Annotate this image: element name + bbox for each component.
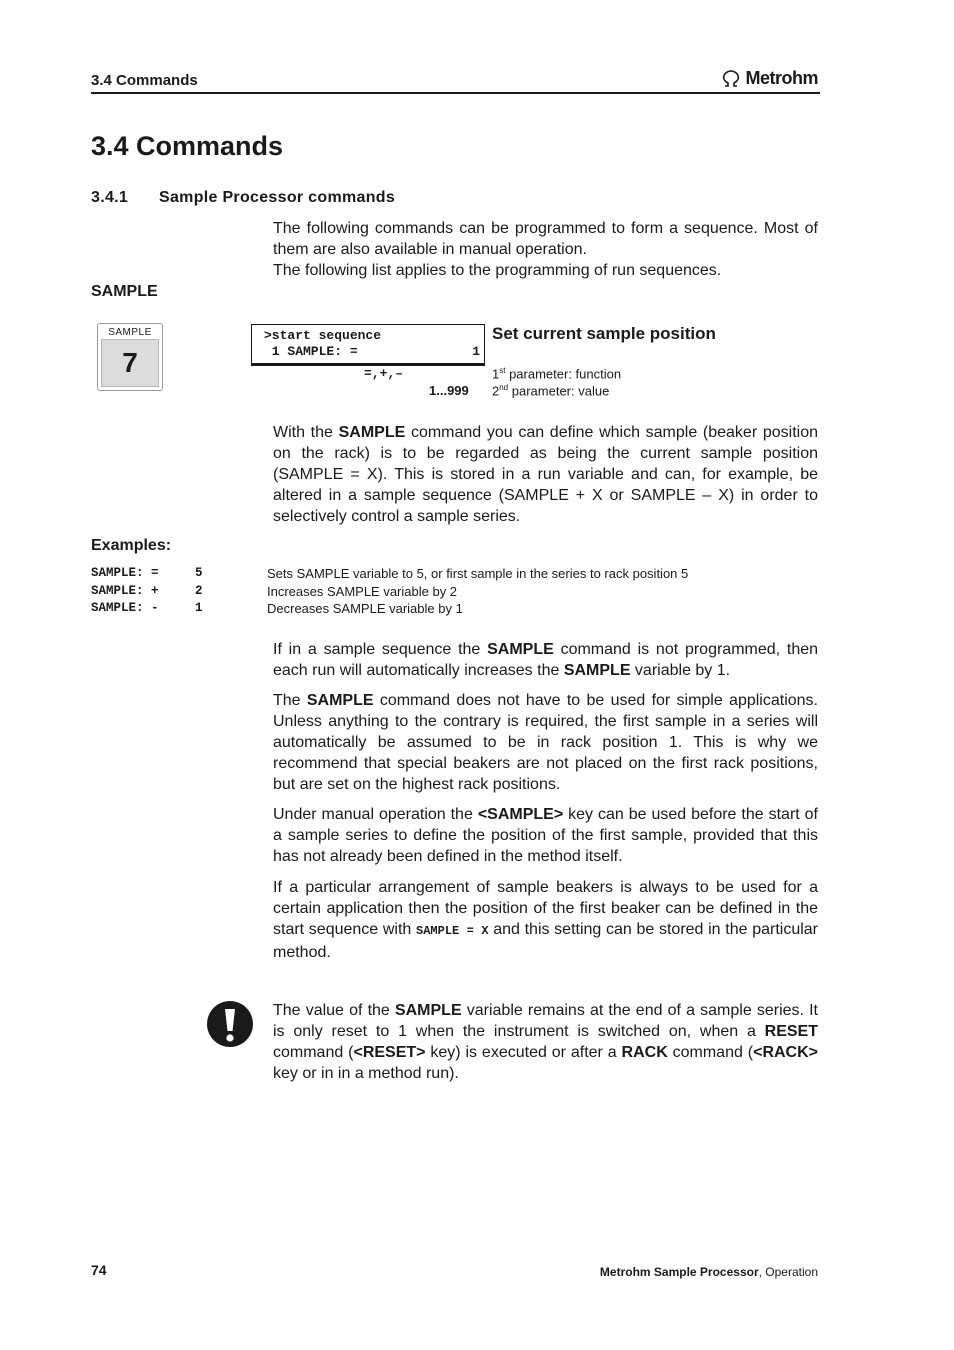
omega-logo-icon	[721, 70, 741, 88]
header-rule	[91, 92, 820, 94]
paragraph-manual-operation	[273, 804, 818, 867]
n-j: <RACK>	[753, 1044, 818, 1061]
n-d: RESET	[764, 1023, 818, 1040]
subsection-text: Sample Processor commands	[159, 189, 396, 206]
example-value-2: 2	[195, 584, 203, 598]
page-number: 74	[91, 1262, 107, 1278]
paragraph-auto-increment	[273, 639, 818, 681]
param-options: =,+,–	[364, 366, 404, 381]
param-2-ordinal: 2	[492, 383, 500, 399]
intro-text	[273, 218, 818, 281]
running-header: 3.4 Commands	[91, 72, 198, 89]
p1-a: If in a sample sequence the	[273, 641, 488, 658]
p4-code: SAMPLE = X	[416, 924, 489, 938]
intro-paragraph-2: The following list applies to the programming of run sequences.	[273, 262, 722, 279]
examples-heading: Examples:	[91, 537, 172, 554]
example-value-1: 5	[195, 566, 203, 580]
param-2-text: parameter: value	[508, 383, 610, 399]
desc-text-a: With the	[273, 424, 339, 441]
exclamation-icon	[206, 1000, 254, 1053]
doc-title-rest: , Operation	[758, 1265, 818, 1279]
p3-c: key can be used before the start of a sample series to define the position of the first sample, provided that this has not already been defined in the method itself.	[273, 806, 819, 865]
key-label: SAMPLE	[108, 327, 152, 338]
p1-c: command is not programmed, then each run will automatically increases the	[273, 641, 819, 679]
example-desc-1: Sets SAMPLE variable to 5, or first sample in the series to rack position 5	[267, 566, 689, 581]
param-1-text: parameter: function	[505, 366, 622, 382]
p3-b: <SAMPLE>	[477, 806, 564, 823]
subsection-title	[91, 189, 395, 207]
param-1-suffix: st	[499, 366, 506, 375]
n-f: <RESET>	[353, 1044, 426, 1061]
n-e: command (	[273, 1044, 354, 1061]
note-text	[273, 1000, 818, 1084]
intro-paragraph-1: The following commands can be programmed to form a sequence. Most of them are also available in manual operation.	[273, 220, 818, 258]
param-2-desc	[492, 383, 609, 398]
n-i: command (	[667, 1044, 754, 1061]
brand-logo	[721, 68, 819, 89]
paragraph-start-sequence	[273, 877, 818, 963]
param-range: 1...999	[429, 383, 469, 398]
p1-b: SAMPLE	[487, 641, 554, 658]
section-title: 3.4 Commands	[91, 131, 284, 161]
example-code-2: SAMPLE: +	[91, 584, 159, 598]
example-desc-3: Decreases SAMPLE variable by 1	[267, 601, 463, 616]
example-desc-2: Increases SAMPLE variable by 2	[267, 584, 458, 599]
subsection-number: 3.4.1	[91, 189, 129, 206]
p2-a: The	[273, 692, 307, 709]
display-line-2: 1 SAMPLE: =	[264, 344, 358, 359]
example-value-3: 1	[195, 601, 203, 615]
instrument-display	[251, 324, 485, 366]
command-title: Set current sample position	[492, 324, 716, 343]
sample-heading: SAMPLE	[91, 283, 158, 300]
n-h: RACK	[621, 1044, 668, 1061]
p2-c: command does not have to be used for simple applications. Unless anything to the contrary is required, the first sample in a series will automatically be assumed to be in rack position 1. This is why we recommend that special beakers are not placed on the first rack positions, but are set on the highest rack positions.	[273, 692, 818, 793]
n-b: SAMPLE	[394, 1002, 462, 1019]
desc-bold: SAMPLE	[338, 424, 406, 441]
example-code-1: SAMPLE: =	[91, 566, 159, 580]
brand-name: Metrohm	[745, 68, 818, 88]
p1-d: SAMPLE	[563, 662, 631, 679]
paragraph-simple-applications	[273, 690, 818, 795]
display-line-1: >start sequence	[264, 328, 382, 343]
p1-e: variable by 1.	[630, 662, 731, 679]
param-2-suffix: nd	[499, 383, 509, 392]
display-line-2-value: 1	[472, 344, 480, 359]
document-title	[600, 1265, 818, 1279]
n-k: key or in in a method run).	[273, 1065, 459, 1082]
p4-a: If a particular arrangement of sample beakers is always to be used for a certain application then the position of the first beaker can be defined in the start sequence with	[273, 879, 818, 938]
desc-text-b: command you can define which sample (beaker position on the rack) is to be regarded as being the current sample position (SAMPLE = X). This is stored in a run variable and can, for example, be altered in a sample sequence (SAMPLE + X or SAMPLE – X) in order to selectively control a sample series.	[273, 424, 818, 525]
n-c: variable remains at the end of a sample series. It is only reset to 1 when the instrument is switched on, when a	[273, 1002, 818, 1040]
doc-title-bold: Metrohm Sample Processor	[599, 1265, 759, 1279]
p4-c: and this setting can be stored in the particular method.	[273, 921, 819, 961]
param-1-desc	[492, 366, 621, 381]
param-1-ordinal: 1	[492, 366, 500, 382]
n-g: key) is executed or after a	[425, 1044, 622, 1061]
p3-a: Under manual operation the	[273, 806, 478, 823]
example-code-3: SAMPLE: -	[91, 601, 159, 615]
key-digit: 7	[101, 339, 159, 387]
p2-b: SAMPLE	[306, 692, 374, 709]
sample-key-icon	[97, 323, 163, 391]
n-a: The value of the	[273, 1002, 395, 1019]
sample-description	[273, 422, 818, 527]
